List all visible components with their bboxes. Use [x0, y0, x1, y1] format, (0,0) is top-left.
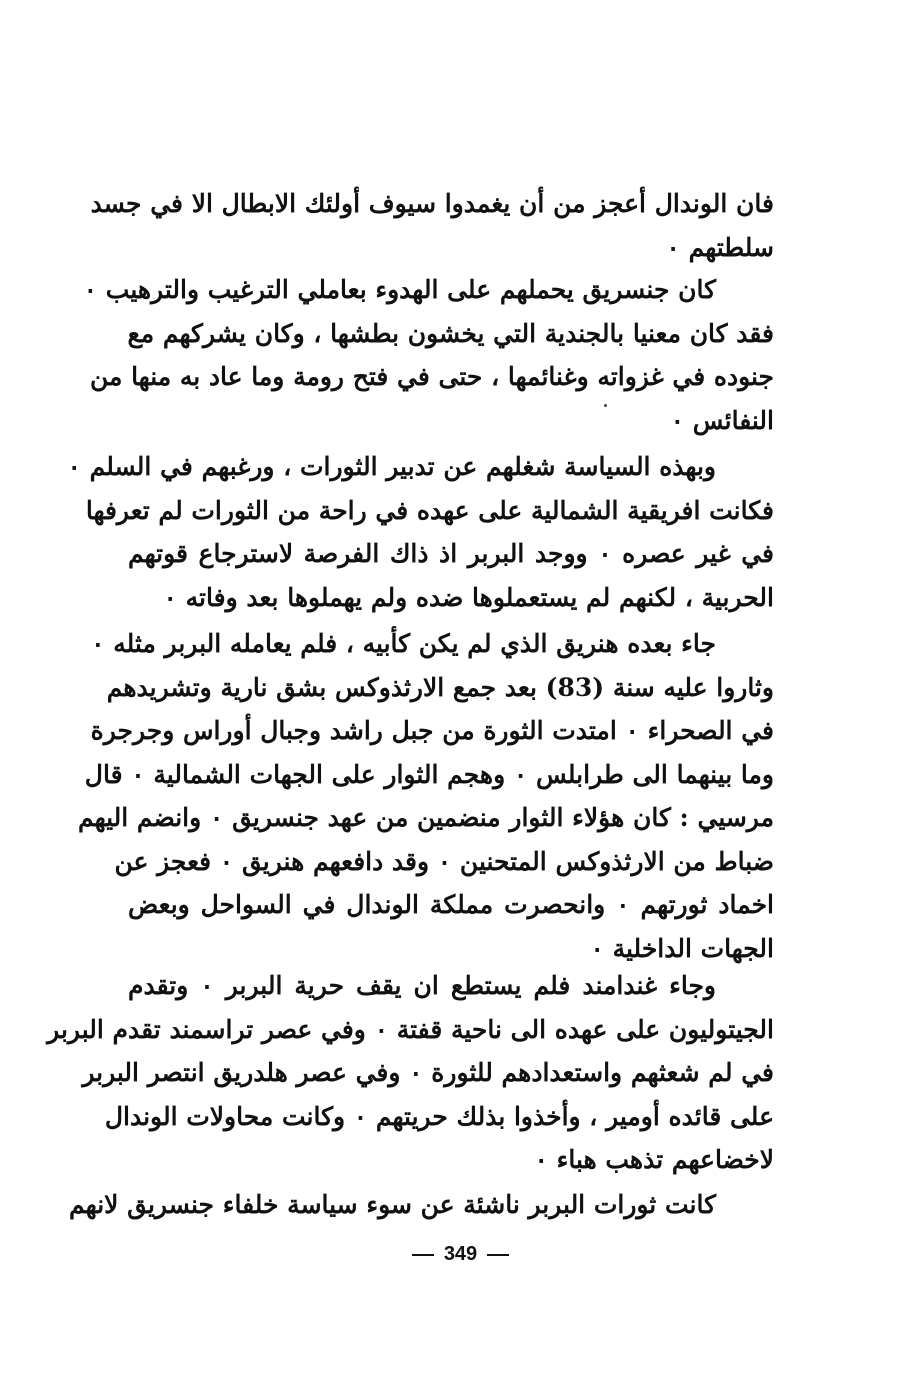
text-block-1 — [90, 182, 774, 269]
text-line: كانت ثورات البربر ناشئة عن سوء سياسة خلفاء جنسريق لانهم — [69, 1190, 716, 1219]
text-line: جنوده في غزواته وغنائمها ، حتى في فتح رومة وما عاد به منها من — [89, 362, 774, 391]
text-line: فان الوندال أعجز من أن يغمدوا سيوف أولئك الابطال الا في جسد — [90, 189, 774, 218]
text-line: وثاروا عليه سنة (83) بعد جمع الارثذوكس بشق نارية وتشريدهم — [106, 672, 774, 702]
text-line: الحربية ، لكنهم لم يستعملوها ضده ولم يهملوها بعد وفاته ٠ — [163, 582, 774, 612]
text-line: وجاء غندامند فلم يستطع ان يقف حرية البربر ٠ وتقدم — [128, 971, 716, 1000]
text-line: الجيتوليون على عهده الى ناحية قفتة ٠ وفي عصر تراسمند تقدم البربر — [47, 1014, 774, 1044]
footer-dash-left — [412, 1254, 434, 1256]
paragraph-berber-revolts — [69, 1183, 774, 1227]
text-line: الجهات الداخلية ٠ — [590, 933, 774, 963]
text-line: كان جنسريق يحملهم على الهدوء بعاملي الترغيب والترهيب ٠ — [83, 275, 716, 304]
text-line: في الصحراء ٠ امتدت الثورة من جبل راشد وجبال أوراس وجرجرة — [90, 716, 774, 745]
text-line: فقد كان معنيا بالجندية التي يخشون بطشها ، وكان يشركهم مع — [127, 318, 774, 348]
scan-speck — [604, 404, 607, 407]
text-line: سلطتهم ٠ — [666, 232, 774, 262]
text-line: وبهذه السياسة شغلهم عن تدبير الثورات ، ورغبهم في السلم ٠ — [67, 452, 716, 481]
paragraph-huneric-revolt — [77, 622, 775, 970]
page-number: 349 — [443, 1243, 478, 1265]
text-line: لاخضاعهم تذهب هباء ٠ — [534, 1145, 774, 1174]
text-line: جاء بعده هنريق الذي لم يكن كأبيه ، فلم يعامله البربر مثله ٠ — [91, 629, 716, 658]
paragraph-policy-effect — [67, 445, 774, 619]
text-line: اخماد ثورتهم ٠ وانحصرت مملكة الوندال في السواحل وبعض — [128, 890, 775, 919]
text-line: ضباط من الارثذوكس المتحنين ٠ وقد دافعهم هنريق ٠ فعجز عن — [114, 846, 774, 876]
text-line: وما بينهما الى طرابلس ٠ وهجم الثوار على الجهات الشمالية ٠ قال — [84, 759, 774, 789]
text-line: فكانت افريقية الشمالية على عهده في راحة من الثورات لم تعرفها — [85, 495, 774, 525]
paragraph-gunthamund — [47, 964, 774, 1182]
page-footer — [0, 1243, 921, 1266]
text-line: النفائس ٠ — [670, 405, 774, 435]
text-line: في غير عصره ٠ ووجد البربر اذ ذاك الفرصة لاسترجاع قوتهم — [128, 539, 774, 568]
text-line: على قائده أومير ، وأخذوا بذلك حريتهم ٠ وكانت محاولات الوندال — [104, 1101, 774, 1131]
text-line: مرسيي : كان هؤلاء الثوار منضمين من عهد جنسريق ٠ وانضم اليهم — [77, 803, 774, 832]
text-line: في لم شعثهم واستعدادهم للثورة ٠ وفي عصر هلدريق انتصر البربر — [82, 1058, 774, 1087]
footer-dash-right — [487, 1254, 509, 1256]
paragraph-jenseric-policy — [83, 268, 774, 442]
